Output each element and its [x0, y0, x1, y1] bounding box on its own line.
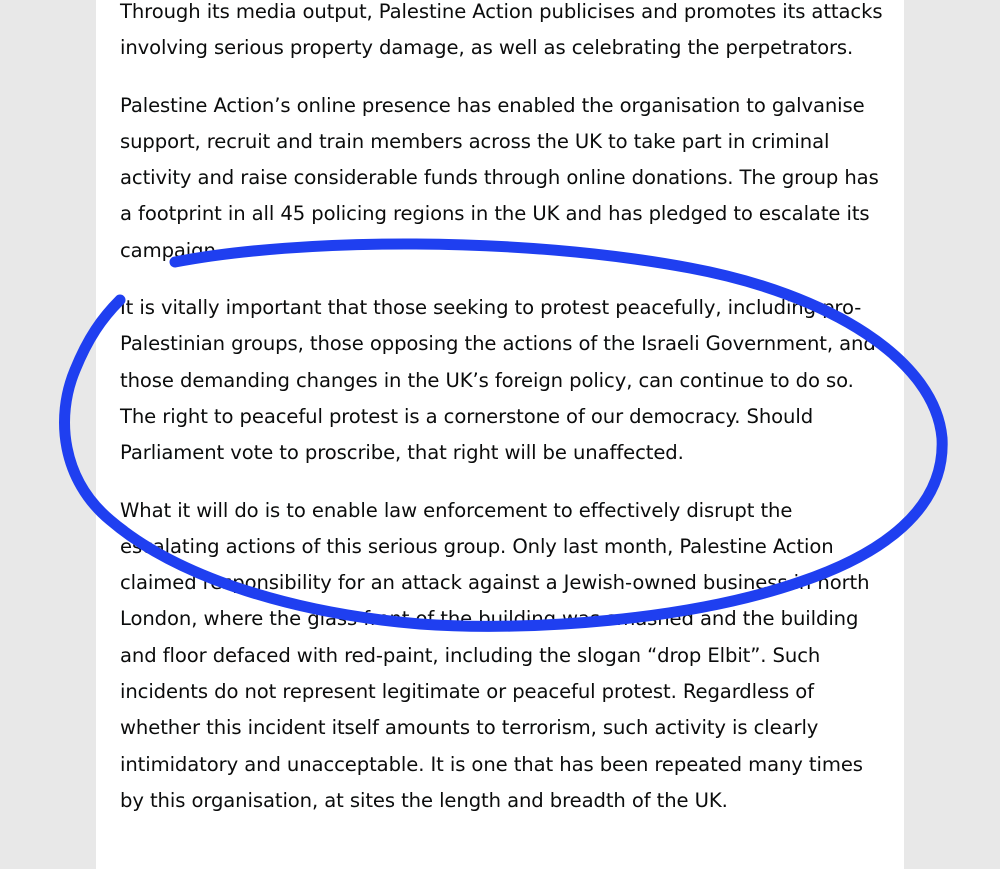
paragraph-online-presence: Palestine Action’s online presence has enabled the organisation to galvanise support, recruit and train members across the UK to take part in criminal activity and raise considerable funds through online donations. The group has a footprint in all 45 policing regions in the UK and has pledged to escalate its campaign. — [120, 93, 879, 262]
paragraph-media-output: Through its media output, Palestine Action publicises and promotes its attacks involving serious property damage, as well as celebrating the perpetrators. — [120, 0, 883, 60]
paragraph-law-enforcement: What it will do is to enable law enforcement to effectively disrupt the escalating actions of this serious group. Only last month, Palestine Action claimed responsibility for an attack against a Jewish-owned business in north London, where the glass front of the building was smashed and the building and floor defaced with red-paint, including the slogan “drop Elbit”. Such incidents do not represent legitimate or peaceful protest. Regardless of whether this incident itself amounts to terrorism, such activity is clearly intimidatory and unacceptable. It is one that has been repeated many times by this organisation, at sites the length and breadth of the UK. — [120, 498, 870, 812]
paragraph-right-to-protest: It is vitally important that those seeking to protest peacefully, including pro-Palestinian groups, those opposing the actions of the Israeli Government, and those demanding changes in the UK’s foreign policy, can continue to do so. The right to peaceful protest is a cornerstone of our democracy. Should Parliament vote to proscribe, that right will be unaffected. — [120, 296, 876, 465]
article-page — [96, 0, 904, 869]
article-body — [120, 0, 890, 840]
